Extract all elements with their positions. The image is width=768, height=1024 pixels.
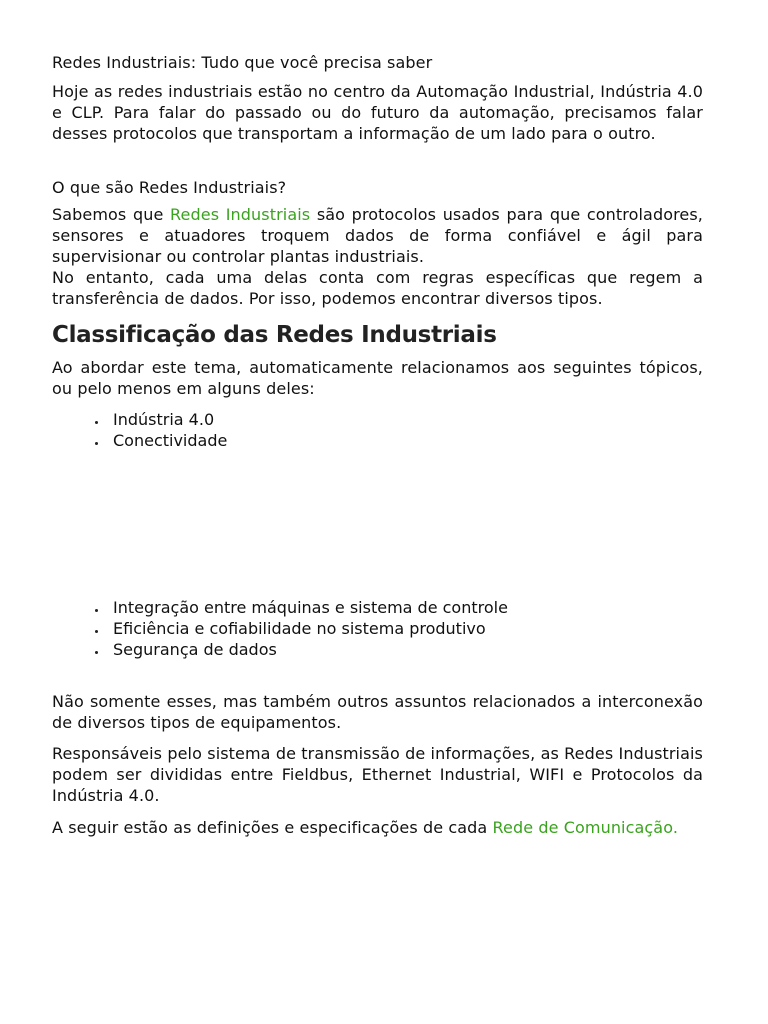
list-item: Segurança de dados — [92, 639, 743, 660]
next-section-paragraph — [52, 817, 703, 838]
definition-paragraph — [52, 204, 703, 309]
responsibility-paragraph: Responsáveis pelo sistema de transmissão de informações, as Redes Industriais podem ser divididas entre Fieldbus, Ethernet Industrial, WIFI e Protocolos da Indústria 4.0. — [52, 744, 703, 805]
list-item: Indústria 4.0 — [92, 409, 743, 430]
intro-paragraph: Hoje as redes industriais estão no centro da Automação Industrial, Indústria 4.0 e CLP. Para falar do passado ou do futuro da automação, precisamos falar desses protocolos que transportam a informação de um lado para o outro. — [52, 82, 703, 143]
definition-lead-text: Sabemos que — [52, 205, 171, 224]
section-intro-paragraph: Ao abordar este tema, automaticamente relacionamos aos seguintes tópicos, ou pelo menos em alguns deles: — [52, 358, 703, 398]
next-lead-text: A seguir estão as definições e especificações de cada — [52, 818, 493, 837]
definition-rest-text: são protocolos usados para que controladores, sensores e atuadores troquem dados de forma confiável e ágil para supervisionar ou controlar plantas industriais. — [52, 205, 703, 266]
document-title: Redes Industriais: Tudo que você precisa saber — [52, 53, 433, 72]
definition-second-line: No entanto, cada uma delas conta com regras específicas que regem a transferência de dados. Por isso, podemos encontrar diversos tipos. — [52, 268, 703, 308]
list-item: Integração entre máquinas e sistema de controle — [92, 597, 743, 618]
other-topics-paragraph: Não somente esses, mas também outros assuntos relacionados a interconexão de diversos tipos de equipamentos. — [52, 692, 703, 732]
question-heading: O que são Redes Industriais? — [52, 178, 287, 197]
section-heading: Classificação das Redes Industriais — [52, 322, 497, 348]
list-item: Eficiência e cofiabilidade no sistema produtivo — [92, 618, 743, 639]
topics-list-first — [52, 409, 743, 451]
topics-list-second — [52, 597, 743, 660]
redes-industriais-link[interactable]: Redes Industriais — [170, 205, 311, 224]
list-item: Conectividade — [92, 430, 743, 451]
rede-de-comunicacao-link[interactable]: Rede de Comunicação. — [492, 818, 678, 837]
